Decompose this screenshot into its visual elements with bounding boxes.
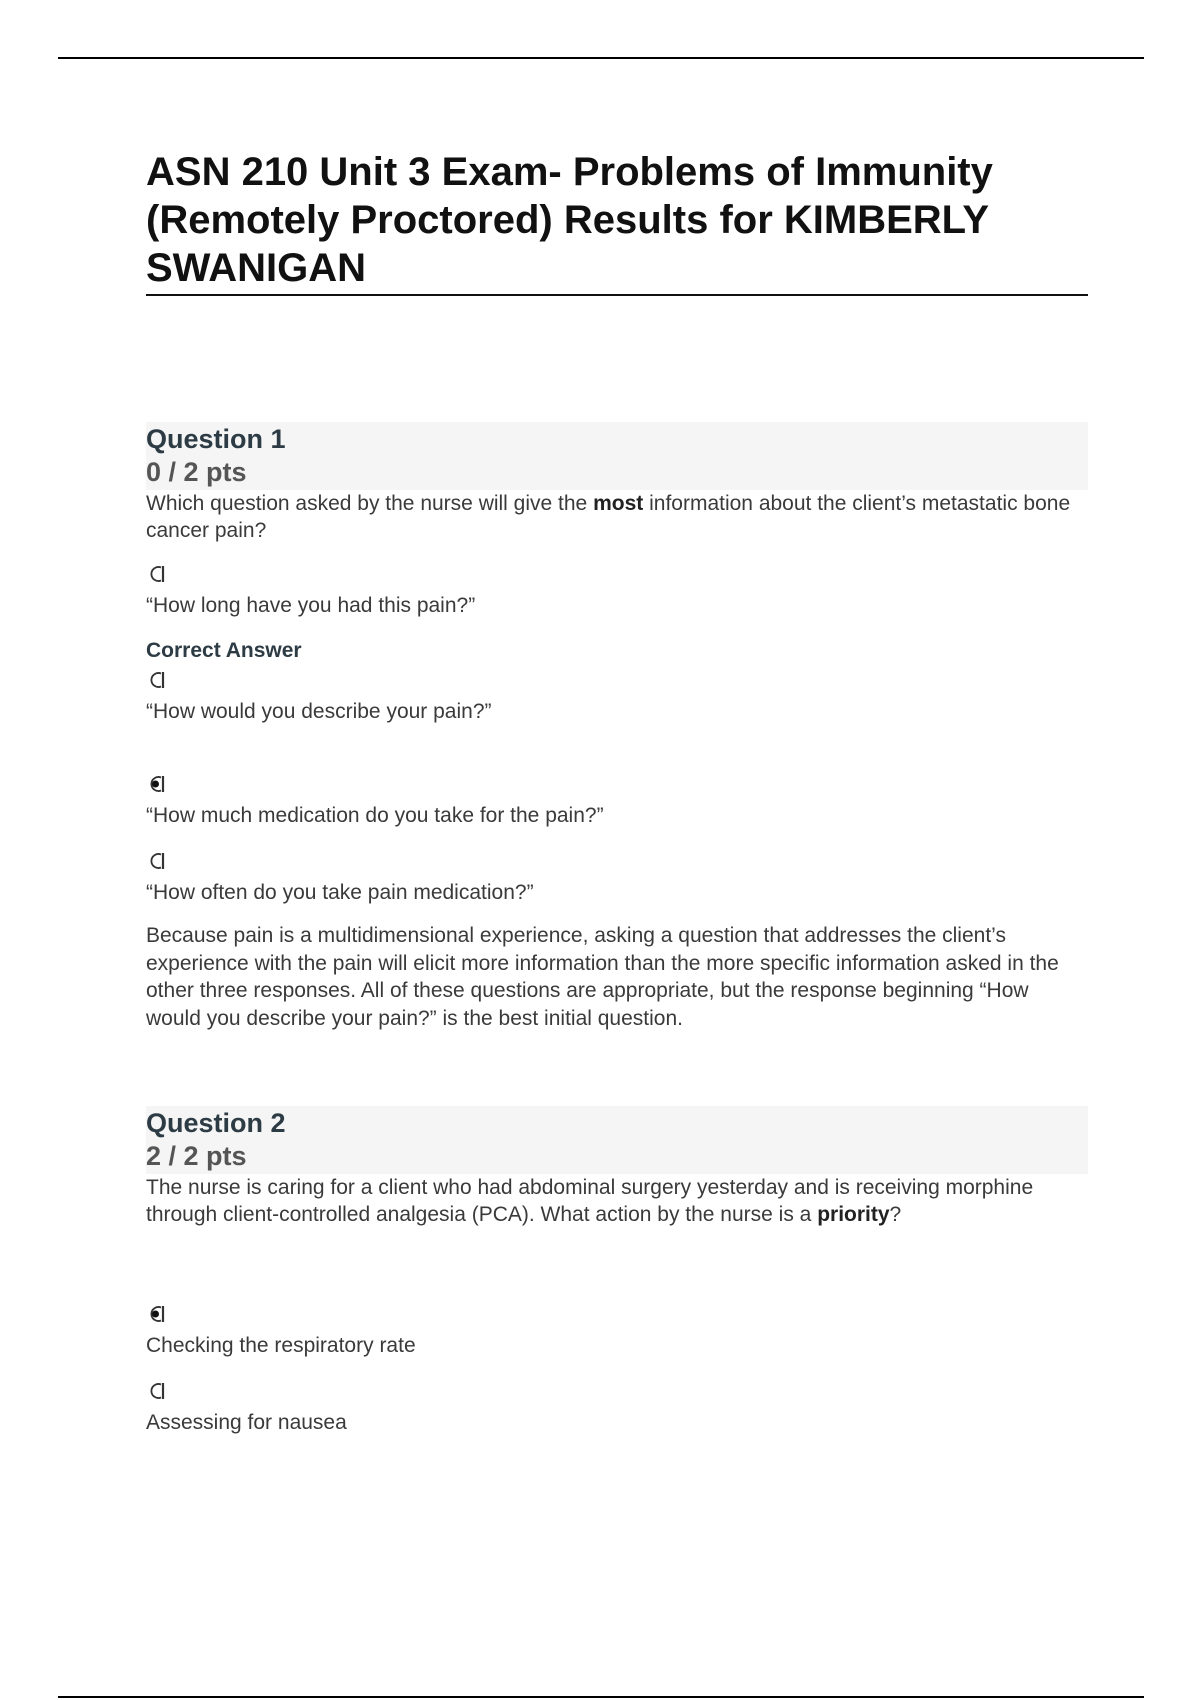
radio-empty-icon[interactable]	[146, 564, 166, 584]
question-text: The nurse is caring for a client who had abdominal surgery yesterday and is receiving morphine through client-controlled analgesia (PCA). What action by the nurse is a priority?	[146, 1176, 1034, 1226]
radio-selected-icon[interactable]	[146, 1304, 166, 1324]
question-title: Question 1	[146, 424, 286, 454]
page-title: ASN 210 Unit 3 Exam- Problems of Immunity (Remotely Proctored) Results for KIMBERLY SWANIGAN	[146, 148, 1088, 296]
question-title: Question 2	[146, 1108, 286, 1138]
question-header	[146, 1106, 1088, 1174]
answer-text: “How much medication do you take for the pain?”	[146, 804, 604, 827]
question-header	[146, 422, 1088, 490]
question-1	[146, 422, 1088, 1030]
radio-empty-icon[interactable]	[146, 851, 166, 871]
answer-text: “How long have you had this pain?”	[146, 594, 476, 617]
answer-option-2[interactable]	[146, 1381, 347, 1436]
answer-text: Checking the respiratory rate	[146, 1334, 416, 1357]
answer-option-2[interactable]	[146, 670, 492, 725]
question-2	[146, 1106, 1088, 1434]
question-emphasis: most	[593, 492, 644, 515]
correct-answer-label: Correct Answer	[146, 639, 302, 662]
question-points: 0 / 2 pts	[146, 457, 247, 487]
answer-text: “How often do you take pain medication?”	[146, 881, 534, 904]
answer-explanation: Because pain is a multidimensional experience, asking a question that addresses the client’s experience with the pain will elicit more information than the more specific information asked in the other three responses. All of these questions are appropriate, but the response beginning “How would you describe your pain?” is the best initial question.	[146, 924, 1059, 1030]
answer-text: “How would you describe your pain?”	[146, 700, 492, 723]
question-emphasis: priority	[817, 1203, 890, 1226]
radio-empty-icon[interactable]	[146, 670, 166, 690]
page-header	[146, 148, 1088, 296]
answer-option-1[interactable]	[146, 1304, 416, 1359]
question-text: Which question asked by the nurse will give the most information about the client’s metastatic bone cancer pain?	[146, 492, 1071, 542]
radio-empty-icon[interactable]	[146, 1381, 166, 1401]
question-points: 2 / 2 pts	[146, 1141, 247, 1171]
answer-option-1[interactable]	[146, 564, 475, 619]
radio-selected-icon[interactable]	[146, 774, 166, 794]
answer-option-3[interactable]	[146, 774, 604, 829]
answer-text: Assessing for nausea	[146, 1411, 347, 1434]
bottom-rule	[58, 1696, 1144, 1698]
answer-option-4[interactable]	[146, 851, 534, 906]
top-rule	[58, 57, 1144, 59]
